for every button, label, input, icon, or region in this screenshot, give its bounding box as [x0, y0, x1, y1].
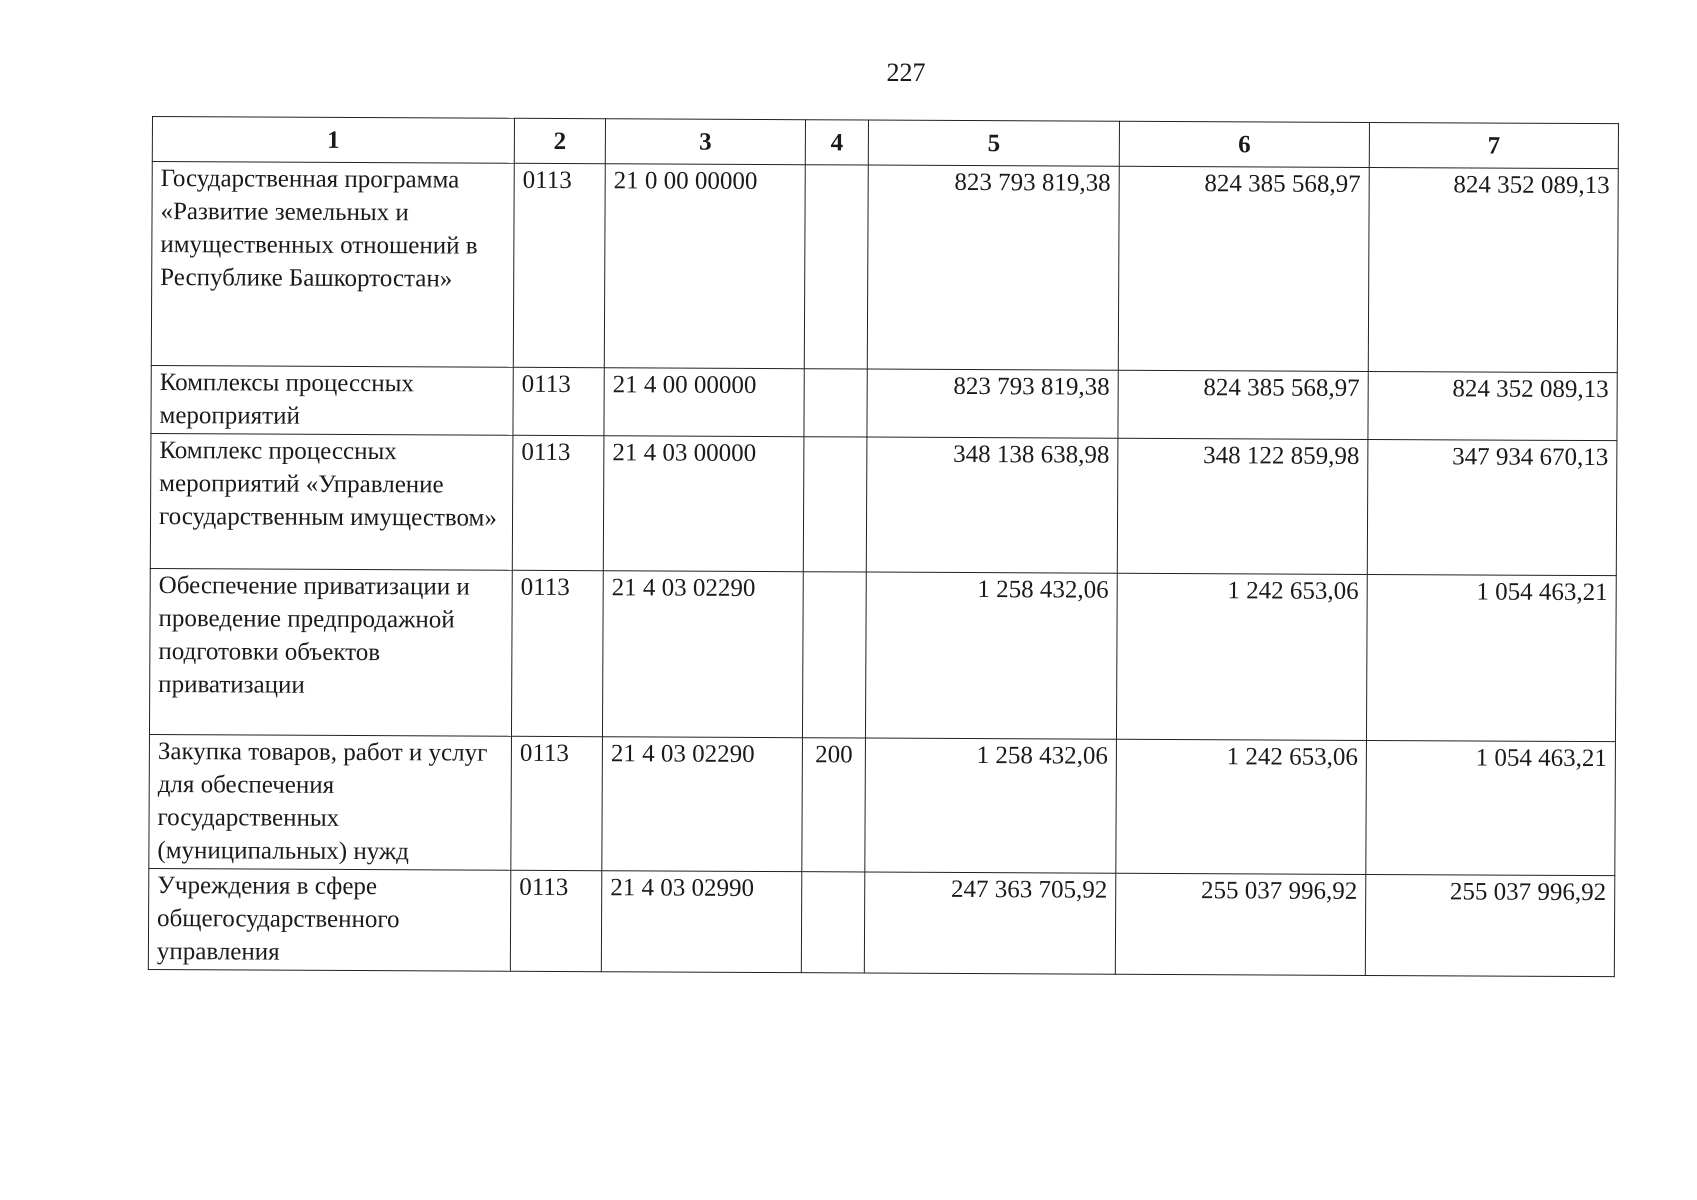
- row-amount-7: 255 037 996,92: [1365, 874, 1614, 976]
- row-amount-7: 824 352 089,13: [1368, 167, 1618, 372]
- page-number: 227: [886, 58, 926, 87]
- row-expense-type: [804, 165, 868, 369]
- row-section-code: 0113: [513, 163, 605, 367]
- row-amount-6: 1 242 653,06: [1116, 573, 1367, 740]
- column-header: 1: [152, 117, 514, 164]
- row-amount-5: 348 138 638,98: [866, 437, 1118, 573]
- row-name: Учреждения в сфере общегосударственного управления: [148, 868, 510, 971]
- table-row: [151, 365, 1617, 440]
- header-row: [152, 117, 1618, 169]
- row-target-article: 21 0 00 00000: [604, 164, 805, 369]
- column-header: 4: [805, 120, 868, 165]
- table-row: [150, 433, 1617, 575]
- row-target-article: 21 4 03 02290: [602, 737, 803, 872]
- row-amount-7: 1 054 463,21: [1366, 740, 1616, 875]
- table-row: [149, 734, 1616, 875]
- row-amount-5: 247 363 705,92: [864, 872, 1115, 974]
- column-header: 6: [1119, 121, 1369, 167]
- row-amount-6: 348 122 859,98: [1117, 438, 1368, 574]
- row-amount-5: 823 793 819,38: [867, 165, 1119, 370]
- row-name: Комплексы процессных мероприятий: [151, 365, 513, 435]
- row-expense-type: 200: [802, 738, 866, 872]
- row-amount-5: 1 258 432,06: [865, 738, 1117, 873]
- column-header: 2: [514, 118, 605, 163]
- row-amount-5: 823 793 819,38: [867, 369, 1118, 438]
- row-amount-6: 1 242 653,06: [1116, 739, 1367, 874]
- row-name: Обеспечение приватизации и проведение предпродажной подготовки объектов приватизации: [149, 568, 512, 736]
- column-header: 5: [868, 120, 1119, 166]
- row-name: Закупка товаров, работ и услуг для обеспечения государственных (муниципальных) нужд: [149, 734, 512, 870]
- row-expense-type: [802, 572, 866, 738]
- row-amount-7: 824 352 089,13: [1368, 371, 1617, 440]
- column-header: 3: [605, 119, 805, 165]
- row-target-article: 21 4 03 00000: [603, 436, 804, 572]
- row-target-article: 21 4 03 02290: [602, 571, 803, 738]
- column-header: 7: [1369, 122, 1618, 168]
- row-amount-6: 255 037 996,92: [1115, 873, 1365, 975]
- row-name: Государственная программа «Развитие земельных и имущественных отношений в Республике Башкортостан»: [151, 162, 514, 368]
- budget-table: [148, 116, 1619, 977]
- row-target-article: 21 4 03 02990: [601, 871, 801, 973]
- row-amount-7: 1 054 463,21: [1366, 574, 1616, 741]
- row-expense-type: [801, 872, 864, 973]
- row-section-code: 0113: [510, 870, 601, 971]
- table-row: [148, 868, 1614, 976]
- row-amount-5: 1 258 432,06: [865, 572, 1117, 739]
- row-amount-6: 824 385 568,97: [1118, 166, 1369, 371]
- row-target-article: 21 4 00 00000: [604, 368, 804, 437]
- table-row: [149, 568, 1616, 741]
- row-expense-type: [803, 437, 867, 572]
- row-expense-type: [804, 369, 867, 437]
- row-section-code: 0113: [513, 367, 604, 435]
- row-section-code: 0113: [511, 736, 603, 870]
- row-name: Комплекс процессных мероприятий «Управление государственным имуществом»: [150, 433, 513, 570]
- table-row: [151, 162, 1618, 373]
- row-section-code: 0113: [512, 435, 604, 570]
- row-amount-7: 347 934 670,13: [1367, 439, 1617, 575]
- row-section-code: 0113: [511, 570, 603, 736]
- row-amount-6: 824 385 568,97: [1118, 370, 1368, 439]
